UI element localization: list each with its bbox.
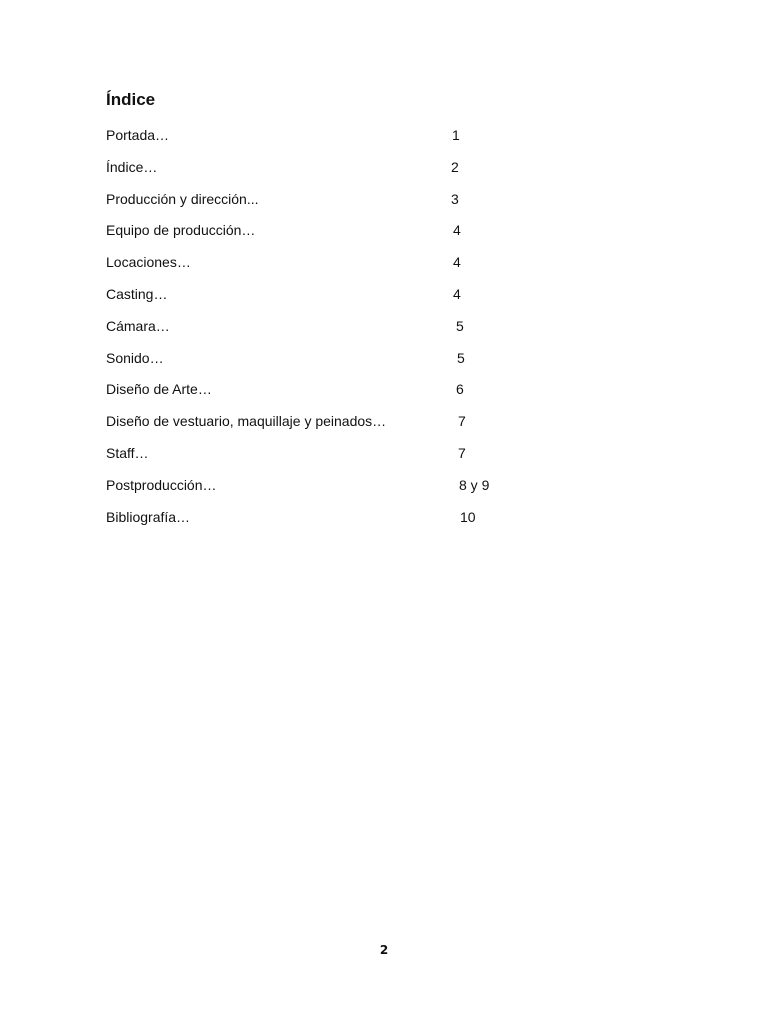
page-number: 2 <box>379 943 389 957</box>
toc-entry-page: 7 <box>458 413 466 430</box>
toc-entry <box>106 189 526 221</box>
page-title: Índice <box>106 90 156 109</box>
toc-entry <box>106 475 526 507</box>
toc-entry-page: 10 <box>460 508 476 525</box>
toc-entry <box>106 443 526 475</box>
toc-entry-page: 4 <box>453 254 461 271</box>
toc-entry-page: 4 <box>453 285 461 302</box>
toc-entry <box>106 507 526 539</box>
toc-entry-label: Producción y dirección... <box>106 190 259 207</box>
toc-entry <box>106 125 526 157</box>
toc-entry-page: 1 <box>452 127 460 143</box>
toc-entry-label: Postproducción… <box>106 476 217 493</box>
toc-entry-label: Bibliografía… <box>106 508 191 525</box>
toc-entry <box>106 252 526 284</box>
toc-entry <box>106 220 526 252</box>
toc-entry <box>106 411 526 443</box>
toc-entry <box>106 348 526 380</box>
toc-entry <box>106 157 526 189</box>
toc-entry-label: Diseño de Arte… <box>106 381 212 398</box>
toc-entry-page: 7 <box>458 444 466 461</box>
table-of-contents <box>106 125 526 538</box>
toc-entry-label: Sonido… <box>106 349 164 366</box>
toc-entry-page: 6 <box>456 381 464 398</box>
toc-entry-label: Diseño de vestuario, maquillaje y peinados… <box>106 413 387 430</box>
toc-entry-page: 2 <box>451 158 459 175</box>
toc-entry-page: 5 <box>456 317 464 334</box>
toc-entry-page: 8 y 9 <box>459 476 490 493</box>
toc-entry <box>106 284 526 316</box>
toc-entry-label: Equipo de producción… <box>106 222 256 239</box>
toc-entry <box>106 379 526 411</box>
toc-entry-page: 3 <box>451 190 459 207</box>
toc-entry-label: Locaciones… <box>106 254 191 271</box>
toc-entry-label: Índice… <box>106 158 158 175</box>
toc-entry-label: Staff… <box>106 444 149 461</box>
toc-entry-label: Cámara… <box>106 317 170 334</box>
toc-entry <box>106 316 526 348</box>
toc-entry-page: 5 <box>457 349 465 366</box>
toc-entry-page: 4 <box>453 222 461 239</box>
toc-entry-label: Portada… <box>106 127 170 143</box>
toc-entry-label: Casting… <box>106 285 168 302</box>
